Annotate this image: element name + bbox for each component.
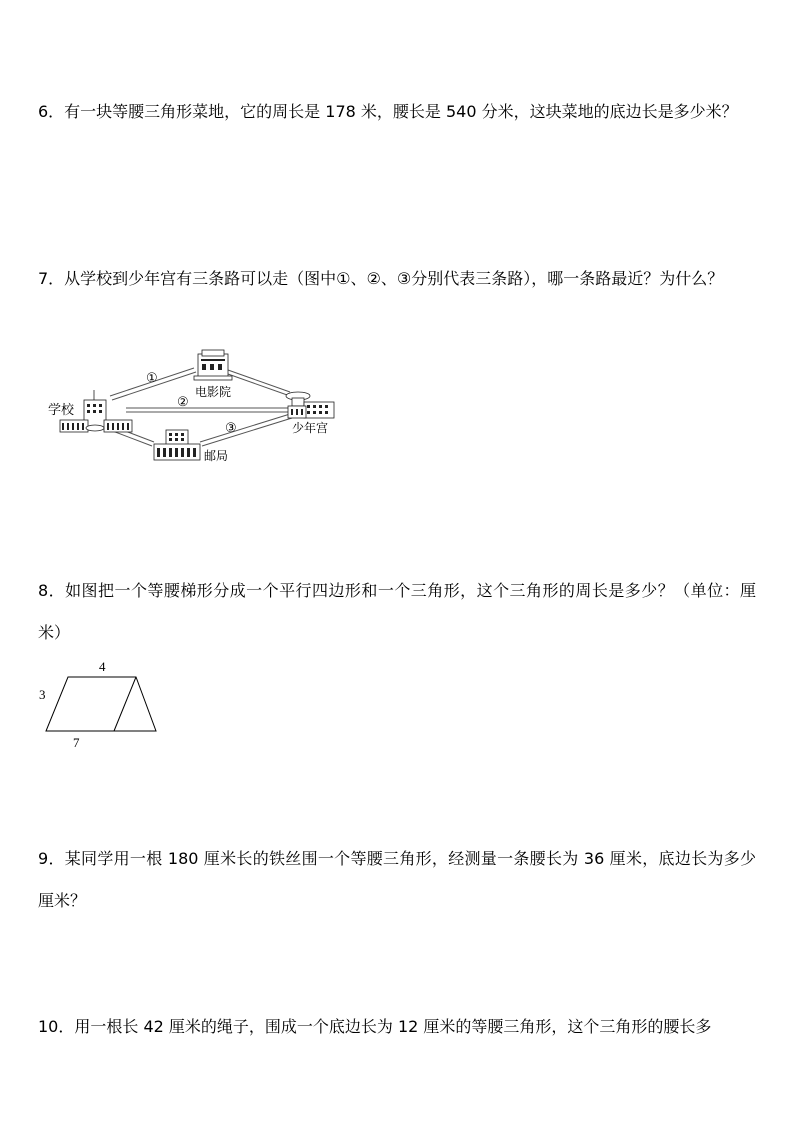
route-3-label: ③	[225, 420, 237, 435]
school-label: 学校	[48, 402, 75, 417]
question-10: 10．用一根长 42 厘米的绳子，围成一个底边长为 12 厘米的等腰三角形，这个三角形的腰长多	[38, 1017, 712, 1036]
top-side-label: 4	[99, 659, 106, 674]
cinema-label: 电影院	[195, 385, 232, 399]
bottom-side-label: 7	[73, 735, 80, 750]
dividing-line	[114, 677, 136, 731]
trapezoid-outline	[46, 677, 156, 731]
trapezoid-diagram	[36, 655, 166, 755]
route-1-label: ①	[146, 370, 158, 385]
question-6: 6．有一块等腰三角形菜地，它的周长是 178 米，腰长是 540 分米，这块菜地的底边长是多少米？	[38, 102, 738, 121]
route-2-label: ②	[177, 394, 189, 409]
post-office-label: 邮局	[204, 449, 229, 463]
left-side-label: 3	[39, 687, 46, 702]
question-8: 8．如图把一个等腰梯形分成一个平行四边形和一个三角形，这个三角形的周长是多少？（单位：厘米）	[38, 581, 756, 642]
post-office-icon	[154, 430, 200, 460]
cinema-icon	[194, 350, 232, 380]
question-9: 9．某同学用一根 180 厘米长的铁丝围一个等腰三角形，经测量一条腰长为 36 厘米，底边长为多少厘米？	[38, 849, 756, 910]
youth-palace-label: 少年宫	[292, 421, 329, 435]
question-7: 7．从学校到少年宫有三条路可以走（图中①、②、③分别代表三条路），哪一条路最近？为什么？	[38, 269, 724, 288]
route-diagram	[44, 348, 344, 472]
youth-palace-icon	[286, 392, 334, 418]
